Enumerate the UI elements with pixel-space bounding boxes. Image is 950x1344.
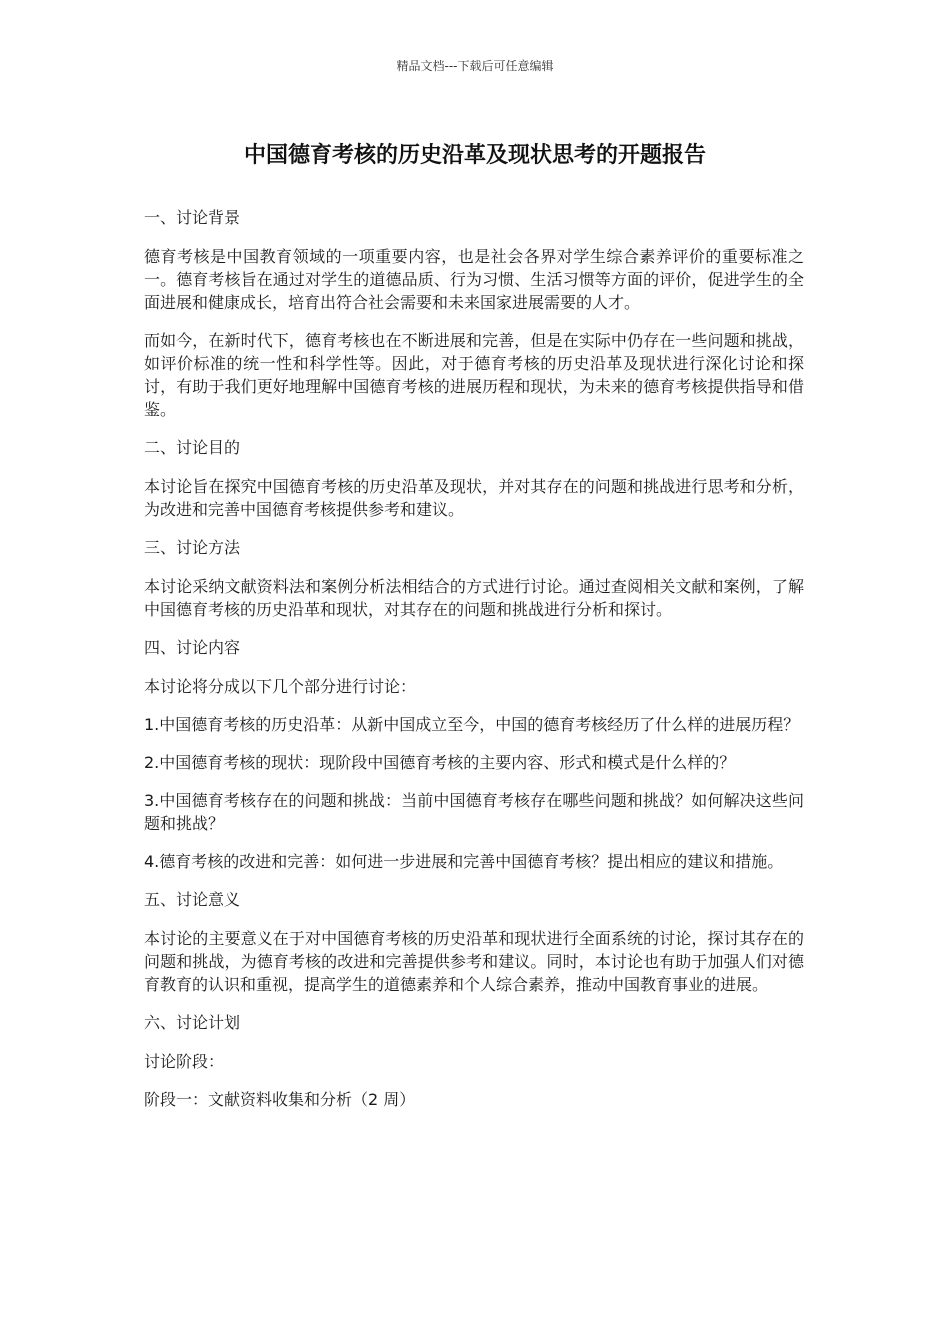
section-heading-significance: 五、讨论意义: [144, 890, 241, 909]
paragraph: 阶段一：文献资料收集和分析（2 周）: [144, 1090, 416, 1109]
section-heading-content: 四、讨论内容: [144, 638, 241, 657]
document-title: 中国德育考核的历史沿革及现状思考的开题报告: [243, 143, 706, 168]
paragraph: 本讨论的主要意义在于对中国德育考核的历史沿革和现状进行全面系统的讨论，探讨其存在的问题和挑战，为德育考核的改进和完善提供参考和建议。同时，本讨论也有助于加强人们对德育教育的认识和重视，提高学生的道德素养和个人综合素养，推动中国教育事业的进展。: [144, 929, 804, 994]
paragraph: 而如今，在新时代下，德育考核也在不断进展和完善，但是在实际中仍存在一些问题和挑战，如评价标准的统一性和科学性等。因此，对于德育考核的历史沿革及现状进行深化讨论和探讨，有助于我们更好地理解中国德育考核的进展历程和现状，为未来的德育考核提供指导和借鉴。: [144, 331, 804, 419]
paragraph: 本讨论旨在探究中国德育考核的历史沿革及现状，并对其存在的问题和挑战进行思考和分析，为改进和完善中国德育考核提供参考和建议。: [144, 477, 804, 519]
list-item: 1.中国德育考核的历史沿革：从新中国成立至今，中国的德育考核经历了什么样的进展历程？: [144, 715, 800, 734]
paragraph: 本讨论将分成以下几个部分进行讨论：: [144, 677, 417, 696]
document-body: [144, 206, 804, 1126]
header-note: 精品文档---下载后可任意编辑: [396, 59, 554, 73]
paragraph: 讨论阶段：: [144, 1052, 225, 1071]
list-item: 3.中国德育考核存在的问题和挑战：当前中国德育考核存在哪些问题和挑战？如何解决这些问题和挑战？: [144, 791, 804, 833]
paragraph: 德育考核是中国教育领域的一项重要内容，也是社会各界对学生综合素养评价的重要标准之一。德育考核旨在通过对学生的道德品质、行为习惯、生活习惯等方面的评价，促进学生的全面进展和健康成长，培育出符合社会需要和未来国家进展需要的人才。: [144, 247, 804, 312]
section-heading-method: 三、讨论方法: [144, 538, 241, 557]
section-heading-background: 一、讨论背景: [144, 208, 241, 227]
paragraph: 本讨论采纳文献资料法和案例分析法相结合的方式进行讨论。通过查阅相关文献和案例，了解中国德育考核的历史沿革和现状，对其存在的问题和挑战进行分析和探讨。: [144, 577, 804, 619]
list-item: 2.中国德育考核的现状：现阶段中国德育考核的主要内容、形式和模式是什么样的？: [144, 753, 736, 772]
section-heading-plan: 六、讨论计划: [144, 1013, 241, 1032]
section-heading-purpose: 二、讨论目的: [144, 438, 241, 457]
list-item: 4.德育考核的改进和完善：如何进一步进展和完善中国德育考核？提出相应的建议和措施。: [144, 852, 784, 871]
